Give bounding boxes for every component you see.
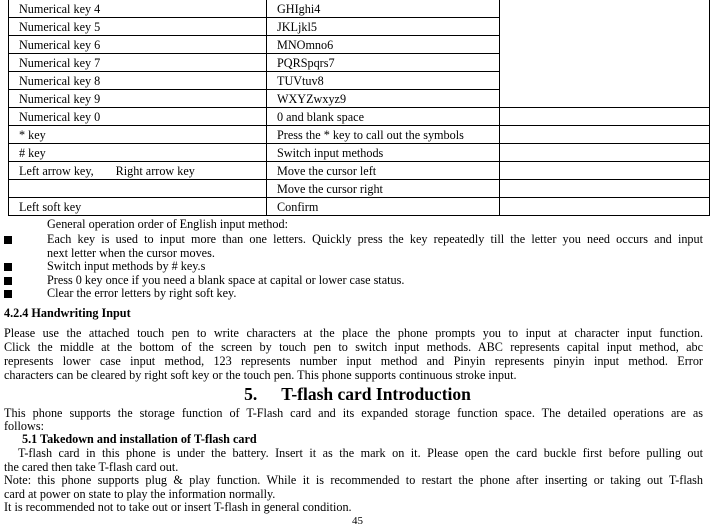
function-cell: Switch input methods xyxy=(267,144,500,162)
key-cell: Numerical key 9 xyxy=(9,90,267,108)
paragraph-line: card at power on state to play the information normally. xyxy=(4,487,276,501)
table-row xyxy=(9,162,710,180)
paragraph-line: This phone supports the storage function of T-Flash card and its expanded storage function space. The detailed operations are as xyxy=(4,406,703,420)
bullet-icon xyxy=(4,263,12,271)
key-label-right-arrow: Right arrow key xyxy=(115,163,195,178)
key-cell: Numerical key 5 xyxy=(9,18,267,36)
bullet-icon xyxy=(4,277,12,285)
bullet-icon xyxy=(4,236,12,244)
key-cell: # key xyxy=(9,144,267,162)
paragraph-line: Note: this phone supports plug & play function. While it is recommended to restart the phone after inserting or taking out T-flash xyxy=(4,473,703,487)
operation-order-title: General operation order of English input method: xyxy=(47,217,288,231)
note-cell xyxy=(500,0,710,108)
table-row xyxy=(9,108,710,126)
note-cell xyxy=(500,180,710,198)
bullet-text: Clear the error letters by right soft key. xyxy=(47,286,237,300)
page-number: 45 xyxy=(352,515,363,527)
function-cell: Move the cursor right xyxy=(267,180,500,198)
function-cell: TUVtuv8 xyxy=(267,72,500,90)
paragraph-line: Click the middle at the bottom of the screen by touch pen to switch input methods. ABC represents capital input method, abc xyxy=(4,340,703,354)
key-label-left-arrow: Left arrow key, xyxy=(19,163,94,178)
function-cell: PQRSpqrs7 xyxy=(267,54,500,72)
key-cell xyxy=(9,162,267,180)
bullet-text-continued: next letter when the cursor moves. xyxy=(47,246,215,260)
function-cell: MNOmno6 xyxy=(267,36,500,54)
paragraph-line: Please use the attached touch pen to write characters at the place the phone prompts you to input at character input function. xyxy=(4,326,703,340)
table-row xyxy=(9,0,710,18)
function-cell: Confirm xyxy=(267,198,500,216)
table-row xyxy=(9,144,710,162)
table-row xyxy=(9,180,710,198)
section-title: T-flash card Introduction xyxy=(281,384,471,404)
paragraph-line: the cared then take T-flash card out. xyxy=(4,460,179,474)
section-number: 5. xyxy=(244,384,258,404)
key-cell: Numerical key 7 xyxy=(9,54,267,72)
paragraph-line: It is recommended not to take out or insert T-flash in general condition. xyxy=(4,500,352,514)
bullet-icon xyxy=(4,290,12,298)
paragraph-line: follows: xyxy=(4,419,44,433)
section-5-heading xyxy=(0,384,715,404)
handwriting-heading: 4.2.4 Handwriting Input xyxy=(4,306,131,320)
key-cell: Numerical key 8 xyxy=(9,72,267,90)
function-cell: JKLjkl5 xyxy=(267,18,500,36)
key-cell xyxy=(9,180,267,198)
function-cell: Press the * key to call out the symbols xyxy=(267,126,500,144)
paragraph-line: represents lower case input method, 123 represents number input method and Pinyin represents pinyin input method. Error xyxy=(4,354,703,368)
note-cell xyxy=(500,162,710,180)
paragraph-line: T-flash card in this phone is under the battery. Insert it as the mark on it. Please open the card buckle first before pulling out xyxy=(18,446,703,460)
table-row xyxy=(9,198,710,216)
key-cell: Numerical key 6 xyxy=(9,36,267,54)
note-cell xyxy=(500,108,710,126)
section-5-1-heading: 5.1 Takedown and installation of T-flash card xyxy=(22,432,257,446)
table-row xyxy=(9,126,710,144)
note-cell xyxy=(500,126,710,144)
function-cell: 0 and blank space xyxy=(267,108,500,126)
paragraph-line: characters can be cleared by right soft key or the touch pen. This phone supports continuous stroke input. xyxy=(4,368,517,382)
bullet-text: Press 0 key once if you need a blank space at capital or lower case status. xyxy=(47,273,405,287)
key-function-table xyxy=(8,0,710,216)
key-cell: Numerical key 0 xyxy=(9,108,267,126)
bullet-text: Switch input methods by # key.s xyxy=(47,259,206,273)
key-cell: Left soft key xyxy=(9,198,267,216)
key-cell: * key xyxy=(9,126,267,144)
note-cell xyxy=(500,198,710,216)
function-cell: WXYZwxyz9 xyxy=(267,90,500,108)
function-cell: GHIghi4 xyxy=(267,0,500,18)
note-cell xyxy=(500,144,710,162)
key-cell: Numerical key 4 xyxy=(9,0,267,18)
bullet-text: Each key is used to input more than one letters. Quickly press the key repeatedly till the letter you need occurs and input xyxy=(47,232,703,246)
function-cell: Move the cursor left xyxy=(267,162,500,180)
